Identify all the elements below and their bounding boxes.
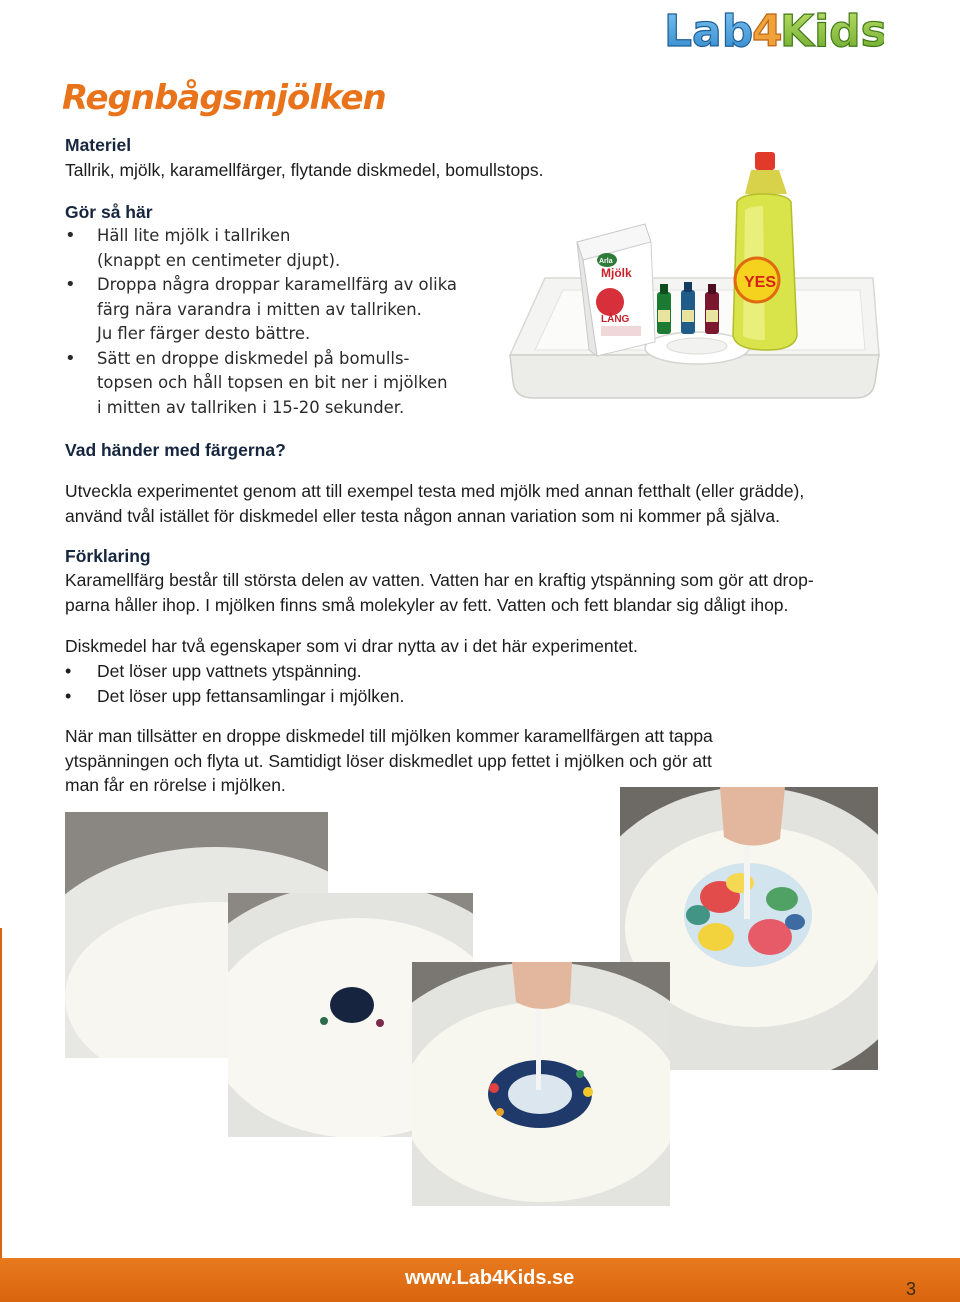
conclusion-line: När man tillsätter en droppe diskmedel till mjölken kommer karamellfärgen att tappa — [65, 726, 713, 746]
extend-line: använd tvål istället för diskmedel eller testa någon annan variation som ni kommer på själva. — [65, 505, 780, 526]
svg-text:Kids: Kids — [780, 6, 884, 54]
logo-graphic — [662, 4, 884, 54]
step-line: • Sätt en droppe diskmedel på bomulls- — [97, 348, 410, 368]
footer-url[interactable]: www.Lab4Kids.se — [405, 1267, 575, 1289]
food-colour-bottles — [657, 282, 719, 334]
question-heading: Vad händer med färgerna? — [65, 440, 286, 460]
step-line: Ju fler färger desto bättre. — [97, 324, 311, 343]
step-line: i mitten av tallriken i 15-20 sekunder. — [97, 397, 405, 417]
step-line: färg nära varandra i mitten av tallriken. — [97, 299, 422, 319]
bottle-label: YES — [744, 274, 777, 291]
step-line: • Häll lite mjölk i tallriken — [97, 226, 291, 245]
side-marker — [0, 928, 2, 1258]
detergent-intro: Diskmedel har två egenskaper som vi drar nytta av i det här experimentet. — [65, 636, 638, 656]
page-title: Regnbågsmjölken — [62, 78, 386, 118]
materials-photo — [505, 150, 880, 410]
explanation-heading: Förklaring — [65, 546, 151, 566]
carton-sub: LÅNG — [601, 314, 630, 325]
method-heading: Gör så här — [65, 202, 153, 222]
property-item: • Det löser upp fettansamlingar i mjölken. — [65, 684, 665, 709]
extend-line: Utveckla experimentet genom att till exempel testa med mjölk med annan fetthalt (eller grädde), — [65, 481, 805, 501]
explanation-paragraph — [65, 568, 945, 617]
conclusion-line: man får en rörelse i mjölken. — [65, 775, 286, 796]
milk-carton — [577, 224, 655, 356]
conclusion-line: ytspänningen och flyta ut. Samtidigt löser diskmedlet upp fettet i mjölken och gör att — [65, 750, 712, 771]
explanation-line: parna håller ihop. I mjölken finns små molekyler av fett. Vatten och fett blandar sig dåligt ihop. — [65, 594, 789, 615]
step-line: (knappt en centimeter djupt). — [97, 250, 341, 270]
photo-swab-in-milk — [412, 962, 670, 1206]
materials-text: Tallrik, mjölk, karamellfärger, flytande diskmedel, bomullstops. — [65, 160, 544, 180]
extend-paragraph — [65, 479, 945, 528]
step-line: topsen och håll topsen en bit ner i mjölken — [97, 373, 448, 392]
dish-soap-bottle — [733, 152, 797, 350]
detergent-properties — [65, 659, 665, 708]
step-line: • Droppa några droppar karamellfärg av olika — [97, 275, 457, 294]
svg-text:Lab: Lab — [664, 6, 754, 54]
step-item — [65, 224, 485, 273]
materials-heading: Materiel — [65, 135, 132, 155]
property-item: • Det löser upp vattnets ytspänning. — [65, 659, 665, 684]
explanation-line: Karamellfärg består till största delen av vatten. Vatten har en kraftig ytspänning som gör att drop- — [65, 570, 814, 590]
step-item — [65, 347, 485, 421]
page-number: 3 — [906, 1279, 917, 1299]
carton-name: Mjölk — [601, 266, 632, 280]
method-steps — [65, 224, 485, 420]
carton-brand: Arla — [599, 258, 613, 265]
lab4kids-logo — [662, 4, 884, 54]
step-item — [65, 273, 485, 347]
svg-text:4: 4 — [752, 6, 783, 54]
